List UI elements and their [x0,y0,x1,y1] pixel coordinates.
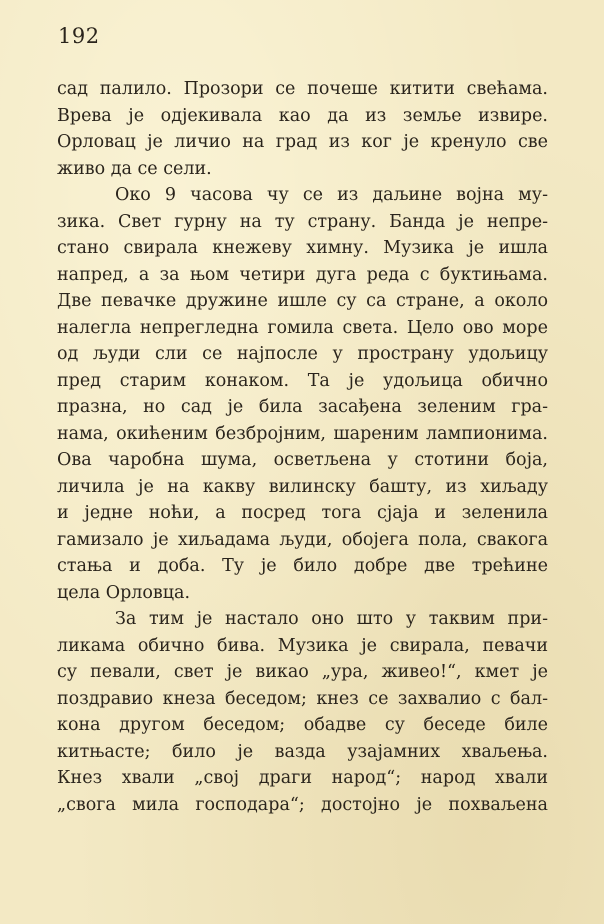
text-line: цела Орловца. [57,582,191,603]
text-line: Кнез хвали „свој драги народ“; народ хвали [57,768,548,788]
text-line: Ова чаробна шума, осветљена у стотини боја, [57,450,548,470]
text-line: За тим је настало оно што у таквим при- [115,609,548,629]
text-line: и једне ноћи, а посред тога сјаја и зеленила [57,503,548,523]
text-line: „свога мила господара“; достојно је похваљена [57,794,548,815]
text-line: Око 9 часова чу се из даљине војна му- [115,185,548,205]
page-number: 192 [58,24,100,48]
text-line: Две певачке дружине ишле су са стране, а около [57,291,548,311]
text-line: китњасте; било је вазда узајамних хваљења. [57,741,548,762]
text-line: поздравио кнеза беседом; кнез се захвалио с бал- [57,688,548,709]
text-line: празна, но сад је била засађена зеленим гра- [57,397,548,417]
body-text [57,76,548,818]
text-line: зика. Свет гурну на ту страну. Банда је непре- [57,211,548,232]
text-line: Орловац је личио на град из ког је кренуло све [57,132,548,152]
text-line: гамизало је хиљадама људи, обојега пола, свакога [57,529,548,550]
text-line: стања и доба. Ту је било добре две трећине [57,556,548,576]
text-line: налегла непрегледна гомила света. Цело ово море [57,317,548,338]
text-line: пред старим конаком. Та је удољица обично [57,370,548,391]
text-line: ликама обично бива. Музика је свирала, певачи [57,635,548,656]
text-line: напред, а за њом четири дуга реда с буктињама. [57,264,548,285]
text-line: кона другом беседом; обадве су беседе биле [57,715,548,735]
text-line: стано свирала кнежеву химну. Музика је ишла [57,238,548,258]
text-line: су певали, свет је викао „ура, живео!“, кмет је [57,662,548,682]
text-line: Врева је одјекивала као да из земље извире. [57,105,548,126]
text-line: сад палило. Прозори се почеше китити свећама. [57,79,548,99]
text-line: од људи сли се најпосле у пространу удољицу [57,344,548,364]
text-line: живо да се сели. [57,158,212,179]
text-line: личила је на какву вилинску башту, из хиљаду [57,476,548,497]
text-line: нама, окићеним безбројним, шареним лампионима. [57,423,548,444]
